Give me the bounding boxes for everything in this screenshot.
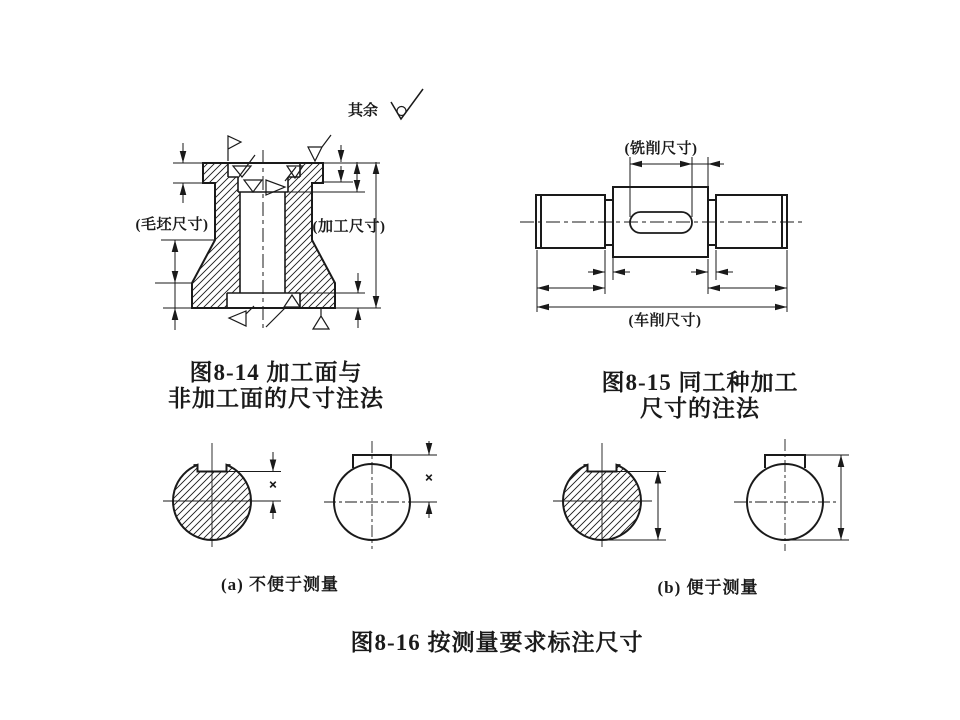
dimension-lines — [537, 157, 787, 312]
figure-8-14-drawing — [155, 89, 423, 330]
dim-x-mark-left: × — [268, 477, 278, 493]
surface-note-qiyu: 其余 — [348, 103, 379, 119]
label-turning-dimension: (车削尺寸) — [628, 313, 702, 329]
figure-8-15-caption-line1: 图8-15 同工种加工 — [601, 370, 799, 395]
figure-8-14-caption-line2: 非加工面的尺寸注法 — [168, 386, 384, 411]
view-b-dim — [785, 455, 849, 540]
figure-8-15-caption-line2: 尺寸的注法 — [640, 396, 760, 421]
figure-8-15-drawing — [520, 157, 802, 312]
label-blank-dimension: (毛坯尺寸) — [135, 217, 209, 233]
figure-8-16-sub-a: (a) 不便于测量 — [220, 575, 340, 594]
dim-x-mark-right: × — [424, 470, 434, 486]
figure-8-14-caption-line1: 图8-14 加工面与 — [189, 360, 363, 385]
figure-8-16-drawing — [163, 439, 849, 551]
figure-8-16-sub-b: (b) 便于测量 — [657, 578, 759, 597]
dimension-lines — [155, 143, 381, 330]
label-milling-dimension: (铣削尺寸) — [624, 141, 698, 157]
figure-8-16-caption: 图8-16 按测量要求标注尺寸 — [350, 630, 644, 655]
surface-roughness-check-icon — [391, 89, 423, 119]
label-machining-dimension: (加工尺寸) — [312, 219, 386, 235]
dimension-arrows — [537, 164, 787, 307]
